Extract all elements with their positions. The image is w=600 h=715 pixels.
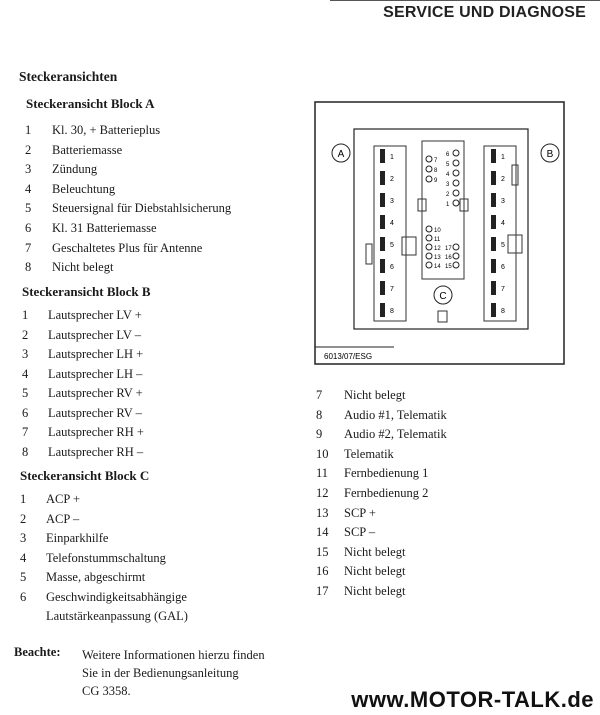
pin-label: 2 [501, 176, 505, 183]
pin-label: 1 [501, 154, 505, 161]
item-number: 4 [25, 181, 32, 196]
pin-slot [491, 281, 496, 295]
item-number: 4 [22, 366, 29, 381]
pin-label: 11 [434, 237, 441, 243]
item-text: SCP + [344, 505, 376, 520]
item-text: Nicht belegt [344, 564, 406, 579]
connector-diagram [314, 101, 565, 365]
pin-dot [453, 200, 459, 206]
pin-dot [453, 244, 459, 250]
item-number: 4 [20, 550, 27, 565]
pin-label: 4 [390, 220, 394, 227]
item-text: SCP – [344, 525, 376, 540]
item-number: 3 [22, 347, 29, 361]
pin-dot [453, 253, 459, 259]
item-text: Beleuchtung [52, 181, 116, 196]
item-text: Lautsprecher RH + [48, 425, 144, 439]
item-text: Telematik [344, 446, 394, 461]
pin-dot [453, 170, 459, 176]
item-text: Audio #2, Telematik [344, 427, 447, 442]
item-number: 12 [316, 486, 329, 500]
item-number: 5 [20, 570, 27, 584]
item-number: 7 [22, 425, 29, 439]
note-line: Weitere Informationen hierzu finden [82, 648, 265, 662]
block-c-label: C [439, 291, 447, 302]
item-number: 6 [25, 221, 32, 235]
pin-dot [426, 244, 432, 250]
pin-label: 9 [434, 178, 438, 184]
pin-slot [380, 281, 385, 295]
item-number: 1 [20, 492, 27, 506]
pin-slot [491, 259, 496, 273]
item-text: Telefonstummschaltung [46, 550, 166, 565]
item-text: Lautsprecher RV – [48, 405, 142, 420]
pin-slot [380, 171, 385, 185]
pin-slot [491, 193, 496, 207]
pin-label: 10 [434, 228, 441, 234]
pin-label: 5 [390, 242, 394, 249]
pin-dot [426, 226, 432, 232]
pin-label: 16 [445, 255, 452, 261]
pin-label: 12 [434, 246, 441, 252]
pin-label: 6 [446, 152, 450, 158]
item-number: 16 [316, 564, 329, 579]
item-text: Kl. 31 Batteriemasse [52, 221, 157, 235]
item-text: Steuersignal für Diebstahlsicherung [52, 201, 232, 216]
block-c-title: Steckeransicht Block C [20, 468, 150, 483]
watermark: www.MOTOR-TALK.de [351, 687, 594, 712]
pin-label: 4 [446, 172, 450, 178]
pin-slot [380, 215, 385, 229]
item-text: Lautstärkeanpassung (GAL) [46, 609, 188, 623]
item-number: 5 [25, 201, 32, 216]
header-rule [330, 0, 600, 1]
pin-slot [380, 303, 385, 317]
item-text: Geschaltetes Plus für Antenne [52, 240, 203, 255]
block-b-label: B [546, 149, 554, 160]
item-number: 10 [316, 446, 329, 461]
pin-label: 8 [390, 308, 394, 315]
pin-label: 1 [390, 154, 394, 161]
pin-label: 14 [434, 264, 441, 270]
item-number: 6 [20, 589, 27, 604]
item-number: 2 [20, 511, 27, 526]
item-number: 2 [22, 327, 29, 342]
pin-dot [426, 262, 432, 268]
pin-label: 17 [445, 246, 452, 252]
pin-slot [380, 193, 385, 207]
item-text: Lautsprecher RV + [48, 386, 143, 400]
pin-label: 3 [390, 198, 394, 205]
item-text: Zündung [52, 162, 98, 177]
item-number: 11 [316, 466, 329, 481]
note-line: CG 3358. [82, 684, 131, 698]
item-number: 3 [25, 162, 32, 177]
item-number: 14 [316, 525, 329, 540]
item-text: Lautsprecher RH – [48, 444, 144, 459]
note-label: Beachte: [14, 645, 61, 659]
pin-label: 2 [446, 192, 450, 198]
item-number: 6 [22, 405, 29, 420]
pin-label: 6 [390, 264, 394, 271]
pin-dot [453, 180, 459, 186]
pin-dot [453, 150, 459, 156]
pin-slot [380, 149, 385, 163]
pin-dot [426, 253, 432, 259]
item-text: Geschwindigkeitsabhängige [46, 589, 187, 604]
item-text: Lautsprecher LH + [48, 347, 144, 361]
item-text: ACP – [46, 511, 80, 526]
item-number: 1 [25, 123, 32, 137]
item-number: 13 [316, 505, 329, 520]
item-text: Audio #1, Telematik [344, 407, 447, 422]
item-text: Fernbedienung 1 [344, 466, 429, 481]
pin-label: 7 [390, 286, 394, 293]
item-text: Lautsprecher LV – [48, 327, 142, 342]
item-text: Nicht belegt [344, 584, 406, 598]
pin-slot [491, 237, 496, 251]
item-number: 7 [25, 240, 32, 255]
item-number: 1 [22, 308, 29, 322]
item-text: ACP + [46, 492, 81, 506]
pin-dot [453, 160, 459, 166]
item-text: Fernbedienung 2 [344, 486, 429, 500]
pin-slot [491, 303, 496, 317]
pin-label: 2 [390, 176, 394, 183]
item-text: Lautsprecher LH – [48, 366, 143, 381]
item-text: Kl. 30, + Batterieplus [52, 123, 161, 137]
pin-label: 6 [501, 264, 505, 271]
pin-label: 3 [446, 182, 450, 188]
pin-label: 1 [446, 202, 450, 208]
item-text: Batteriemasse [52, 142, 123, 157]
section-title: Steckeransichten [19, 69, 118, 84]
item-number: 8 [25, 260, 32, 275]
item-number: 3 [20, 531, 27, 545]
pin-slot [491, 171, 496, 185]
block-a-label: A [337, 149, 345, 160]
item-number: 2 [25, 142, 32, 157]
pin-label: 3 [501, 198, 505, 205]
pin-slot [491, 215, 496, 229]
item-text: Lautsprecher LV + [48, 308, 142, 322]
pin-label: 15 [445, 264, 452, 270]
pin-slot [380, 259, 385, 273]
pin-slot [380, 237, 385, 251]
pin-label: 4 [501, 220, 505, 227]
item-text: Masse, abgeschirmt [46, 570, 146, 584]
item-number: 15 [316, 544, 329, 559]
pin-label: 8 [501, 308, 505, 315]
pin-dot [426, 176, 432, 182]
item-text: Einparkhilfe [46, 531, 109, 545]
note-line: Sie in der Bedienungsanleitung [82, 666, 239, 680]
pin-slot [491, 149, 496, 163]
pin-label: 8 [434, 168, 438, 174]
pin-dot [453, 190, 459, 196]
diagram-caption: 6013/07/ESG [324, 352, 373, 361]
pin-dot [426, 166, 432, 172]
item-number: 9 [316, 427, 323, 442]
item-text: Nicht belegt [52, 260, 114, 275]
pin-dot [426, 156, 432, 162]
block-b-title: Steckeransicht Block B [22, 284, 151, 299]
item-number: 5 [22, 386, 29, 400]
item-text: Nicht belegt [344, 388, 406, 402]
pin-label: 7 [501, 286, 505, 293]
pin-label: 13 [434, 255, 441, 261]
block-a-title: Steckeransicht Block A [26, 96, 155, 111]
item-number: 7 [316, 388, 323, 402]
pin-dot [453, 262, 459, 268]
pin-label: 7 [434, 158, 438, 164]
page-header-title: SERVICE UND DIAGNOSE [383, 4, 586, 21]
item-text: Nicht belegt [344, 544, 406, 559]
item-number: 8 [316, 407, 323, 422]
pin-dot [426, 235, 432, 241]
item-number: 17 [316, 584, 329, 598]
pin-label: 5 [446, 162, 450, 168]
pin-label: 5 [501, 242, 505, 249]
item-number: 8 [22, 444, 29, 459]
